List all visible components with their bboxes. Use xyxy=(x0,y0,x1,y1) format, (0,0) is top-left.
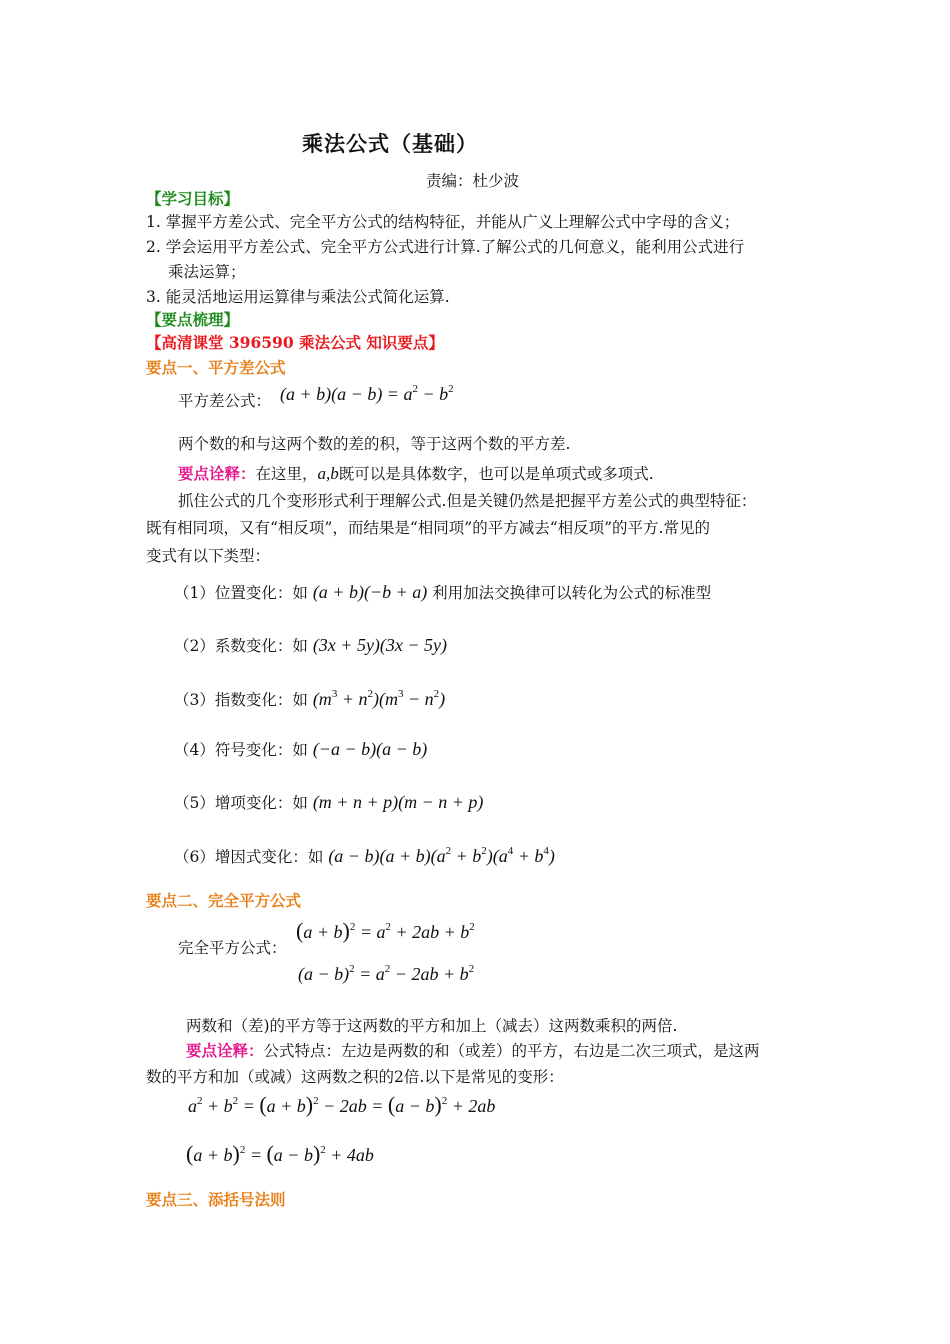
identity-1: $a^2 + b^2 = (a + b)^2 - 2ab = (a - b)^2 + 2ab$ xyxy=(188,1092,496,1117)
variant-5 xyxy=(174,791,483,814)
variant-expr: $(m^3 + n^2)(m^3 - n^2)$ xyxy=(312,688,446,709)
objective-item-2-cont: 乘法运算； xyxy=(168,263,246,281)
variant-label: （2）系数变化：如 xyxy=(174,637,308,655)
perfect-square-sum-formula: $(a + b)^2 = a^2 + 2ab + b^2$ xyxy=(296,918,475,943)
author-line: 责编：杜少波 xyxy=(426,172,520,190)
variant-label: （4）符号变化：如 xyxy=(174,741,308,759)
variant-3 xyxy=(174,688,445,711)
section1-note-vars: a,b xyxy=(317,464,339,483)
objectives-header: 【学习目标】 xyxy=(146,189,240,208)
variant-label: （5）增项变化：如 xyxy=(174,794,308,812)
section1-note xyxy=(178,463,654,485)
section2-formula-label: 完全平方公式： xyxy=(178,939,287,957)
section1-para-line1: 抓住公式的几个变形形式利于理解公式.但是关键仍然是把握平方差公式的典型特征： xyxy=(178,492,757,510)
section1-formula-label: 平方差公式： xyxy=(178,392,272,410)
section2-heading: 要点二、完全平方公式 xyxy=(146,891,302,910)
variant-label: （1）位置变化：如 xyxy=(174,584,308,602)
perfect-square-diff-formula: $(a - b)^2 = a^2 - 2ab + b^2$ xyxy=(298,963,475,984)
section1-note-post: 既可以是具体数字，也可以是单项式或多项式. xyxy=(338,465,654,483)
keypoints-header: 【要点梳理】 xyxy=(146,310,240,329)
section1-para-line3: 变式有以下类型： xyxy=(146,547,271,565)
section2-note-label: 要点诠释： xyxy=(186,1041,264,1060)
variant-expr: (a + b)(−b + a) xyxy=(312,582,428,602)
section1-desc: 两个数的和与这两个数的差的积，等于这两个数的平方差. xyxy=(178,435,571,453)
objective-item-2: 2. 学会运用平方差公式、完全平方公式进行计算.了解公式的几何意义，能利用公式进行 xyxy=(146,238,745,256)
objective-item-3: 3. 能灵活地运用运算律与乘法公式简化运算. xyxy=(146,288,450,306)
class-link: 【高清课堂 396590 乘法公式 知识要点】 xyxy=(146,333,444,352)
section1-heading: 要点一、平方差公式 xyxy=(146,358,286,377)
variant-expr: (3x + 5y)(3x − 5y) xyxy=(312,635,448,655)
variant-expr: (−a − b)(a − b) xyxy=(312,739,428,759)
variant-label: （3）指数变化：如 xyxy=(174,691,308,709)
variant-4 xyxy=(174,738,427,761)
variant-2 xyxy=(174,634,447,657)
variant-suffix: 利用加法交换律可以转化为公式的标准型 xyxy=(432,584,712,602)
page-title: 乘法公式（基础） xyxy=(302,131,478,156)
section1-para-line2: 既有相同项，又有“相反项”，而结果是“相同项”的平方减去“相反项”的平方.常见的 xyxy=(146,519,710,537)
section3-heading: 要点三、添括号法则 xyxy=(146,1190,286,1209)
objective-item-1: 1. 掌握平方差公式、完全平方公式的结构特征，并能从广义上理解公式中字母的含义； xyxy=(146,213,740,231)
variant-label: （6）增因式变化：如 xyxy=(174,848,324,866)
section1-note-label: 要点诠释： xyxy=(178,464,256,483)
variant-expr: (m + n + p)(m − n + p) xyxy=(312,792,484,812)
identity-2: $(a + b)^2 = (a - b)^2 + 4ab$ xyxy=(186,1141,374,1166)
difference-of-squares-formula: $(a + b)(a - b) = a^2 - b^2$ xyxy=(280,383,454,404)
section2-note-line1: 公式特点：左边是两数的和（或差）的平方，右边是二次三项式，是这两 xyxy=(263,1042,760,1060)
variant-6 xyxy=(174,845,555,868)
section2-desc: 两数和（差)的平方等于这两数的平方和加上（减去）这两数乘积的两倍. xyxy=(186,1017,678,1035)
variant-expr: $(a - b)(a + b)(a^2 + b^2)(a^4 + b^4)$ xyxy=(328,845,555,866)
section2-note xyxy=(186,1040,760,1062)
section2-note-line2: 数的平方和加（或减）这两数之积的2倍.以下是常见的变形： xyxy=(146,1068,564,1086)
variant-1 xyxy=(174,581,711,604)
section1-note-pre: 在这里， xyxy=(255,465,318,483)
